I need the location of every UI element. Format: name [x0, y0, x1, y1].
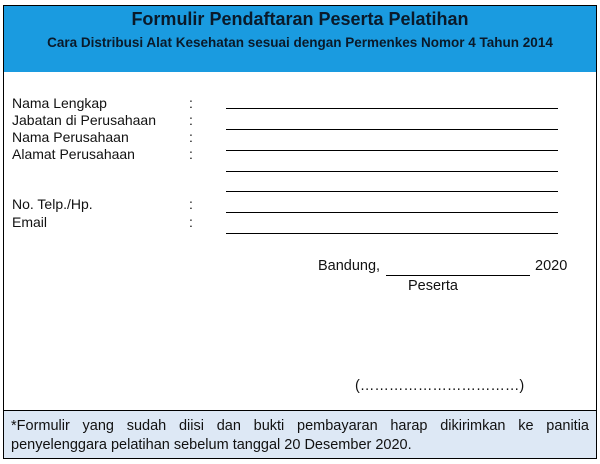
field-label-phone: No. Telp./Hp. [12, 196, 93, 212]
field-label-full-name: Nama Lengkap [12, 95, 107, 111]
footer-note: *Formulir yang sudah diisi dan bukti pembayaran harap dikirimkan ke panitia penyelenggara pelatihan sebelum tanggal 20 Desember 2020. [11, 418, 589, 453]
signature-role: Peserta [408, 278, 458, 294]
date-field[interactable] [386, 275, 530, 276]
field-label-position: Jabatan di Perusahaan [12, 112, 156, 128]
full-name-field[interactable] [226, 108, 558, 109]
form-header [4, 6, 596, 72]
company-address-field-line-2[interactable] [226, 191, 558, 192]
form-subtitle: Cara Distribusi Alat Kesehatan sesuai dengan Permenkes Nomor 4 Tahun 2014 [47, 35, 553, 50]
field-label-company-address: Alamat Perusahaan [12, 146, 135, 162]
company-address-field[interactable] [226, 171, 558, 172]
signature-year: 2020 [535, 258, 568, 274]
field-colon: : [189, 146, 193, 162]
field-colon: : [189, 112, 193, 128]
signature-name-field[interactable]: (……………………………) [355, 378, 525, 394]
position-field[interactable] [226, 129, 558, 130]
signature-city: Bandung, [318, 258, 381, 274]
field-colon: : [189, 214, 193, 230]
field-colon: : [189, 129, 193, 145]
field-colon: : [189, 196, 193, 212]
phone-field[interactable] [226, 212, 558, 213]
company-name-field[interactable] [226, 150, 558, 151]
field-colon: : [189, 95, 193, 111]
email-field[interactable] [226, 233, 558, 234]
form-title: Formulir Pendaftaran Peserta Pelatihan [131, 9, 469, 29]
registration-form [3, 5, 597, 459]
form-footer [4, 410, 596, 458]
field-label-company-name: Nama Perusahaan [12, 129, 129, 145]
field-label-email: Email [12, 214, 48, 230]
